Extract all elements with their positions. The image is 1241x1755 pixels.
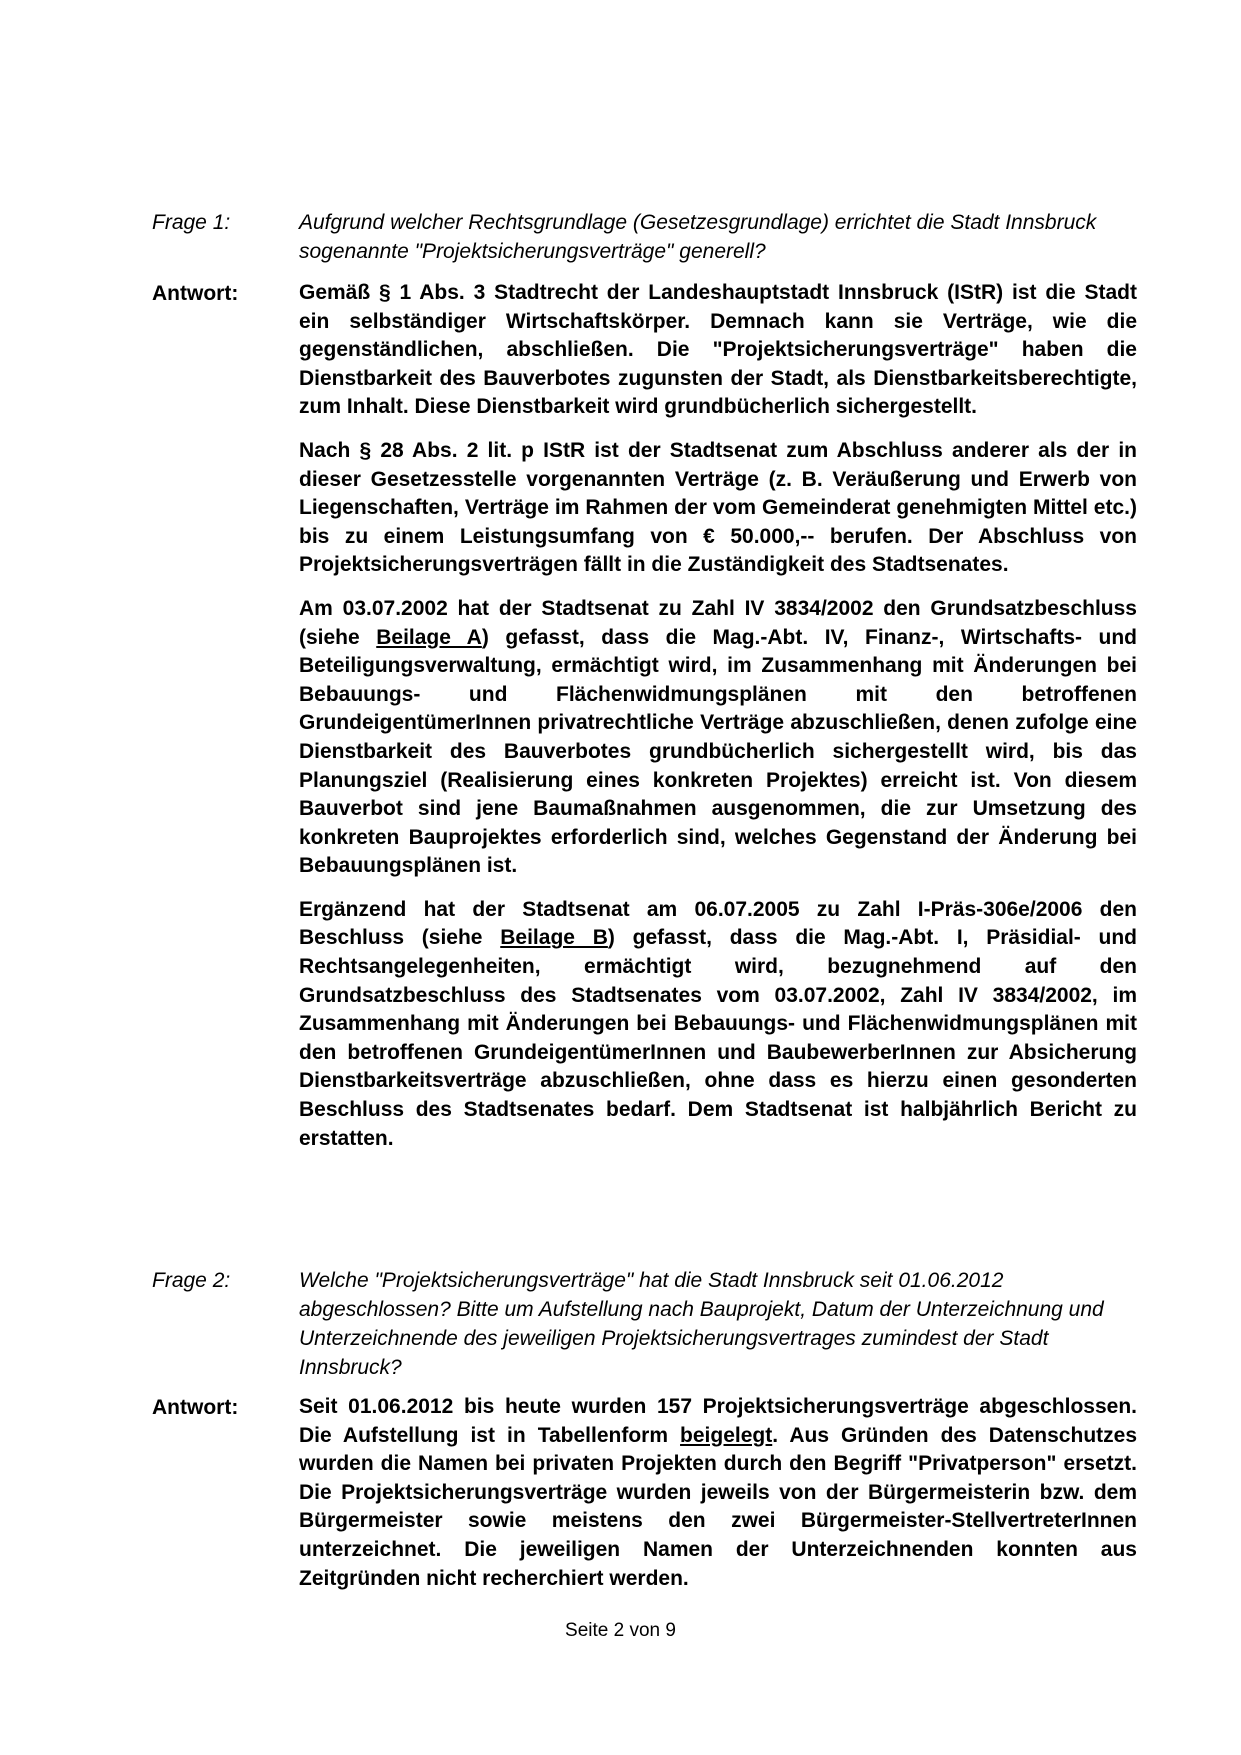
question-2-label: Frage 2: — [152, 1269, 231, 1292]
question-2-text: Welche "Projektsicherungsverträge" hat die Stadt Innsbruck seit 01.06.2012 abgeschlossen? Bitte um Aufstellung nach Bauprojekt, Datum der Unterzeichnung und Unterzeichnende des jeweiligen Projektsicherungsvertrages zumindest der Stadt Innsbruck? — [299, 1269, 1104, 1379]
answer-1-paragraph-4-text-end: ) gefasst, dass die Mag.-Abt. I, Präsidial- und Rechtsangelegenheiten, ermächtigt wird, bezugnehmend auf den Grundsatzbeschluss des Stadtsenates vom 03.07.2002, Zahl IV 3834/2002, im Zusammenhang mit Änderungen bei Bebauungs- und Flächenwidmungsplänen mit den betroffenen GrundeigentümerInnen und BaubewerberInnen zur Absicherung Dienstbarkeitsverträge abzuschließen, ohne dass es hierzu einen gesonderten Beschluss des Stadtsenates bedarf. Dem Stadtsenat ist halbjährlich Bericht zu erstatten. — [299, 926, 1138, 1150]
beigelegt-reference: beigelegt — [680, 1423, 773, 1447]
question-2 — [152, 1266, 1137, 1382]
answer-1-paragraph-3 — [299, 595, 1137, 881]
beilage-b-reference: Beilage B — [500, 926, 608, 950]
answer-2-paragraph-1-text-start: Seit 01.06.2012 bis heute wurden 157 Projektsicherungsverträge abgeschlossen. Die Aufstellung ist in Tabellenform — [299, 1395, 1137, 1447]
answer-2-paragraph-1-text-end: . Aus Gründen des Datenschutzes wurden die Namen bei privaten Projekten durch den Begriff "Privatperson" ersetzt. Die Projektsicherungsverträge wurden jeweils von der Bürgermeisterin bzw. dem Bürgermeister sowie meistens den zwei Bürgermeister-StellvertreterInnen unterzeichnet. Die jeweiligen Namen der Unterzeichnenden konnten aus Zeitgründen nicht recherchiert werden. — [299, 1423, 1137, 1590]
answer-2 — [152, 1393, 1137, 1593]
answer-1-paragraph-2: Nach § 28 Abs. 2 lit. p IStR ist der Stadtsenat zum Abschluss anderer als der in dieser Gesetzesstelle vorgenannten Verträge (z. B. Veräußerung und Erwerb von Liegenschaften, Verträge im Rahmen der vom Gemeinderat genehmigten Mittel etc.) bis zu einem Leistungsumfang von € 50.000,-- berufen. Der Abschluss von Projektsicherungsverträgen fällt in die Zuständigkeit des Stadtsenates. — [299, 438, 1137, 577]
answer-1-paragraph-3-text-start: Am 03.07.2002 hat der Stadtsenat zu Zahl IV 3834/2002 den Grundsatzbeschluss (siehe — [299, 596, 1137, 649]
beilage-a-reference: Beilage A — [376, 625, 482, 649]
question-1 — [152, 208, 1137, 266]
question-1-text: Aufgrund welcher Rechtsgrundlage (Gesetzesgrundlage) errichtet die Stadt Innsbruck sogenannte "Projektsicherungsverträge" generell? — [299, 211, 1097, 263]
answer-2-label: Antwort: — [152, 1396, 239, 1419]
page-number-footer: Seite 2 von 9 — [565, 1620, 676, 1641]
answer-1-paragraph-4 — [299, 896, 1137, 1153]
answer-2-paragraph-1 — [299, 1393, 1137, 1593]
answer-1-paragraph-3-text-end: ) gefasst, dass die Mag.-Abt. IV, Finanz-, Wirtschafts- und Beteiligungsverwaltung, ermächtigt wird, im Zusammenhang mit Änderungen bei Bebauungs- und Flächenwidmungsplänen mit den betroffenen GrundeigentümerInnen privatrechtliche Verträge abzuschließen, denen zufolge eine Dienstbarkeit des Bauverbotes grundbücherlich sichergestellt wird, bis das Planungsziel (Realisierung eines konkreten Projektes) erreicht ist. Von diesem Bauverbot sind jene Baumaßnahmen ausgenommen, die zur Umsetzung des konkreten Bauprojektes erforderlich sind, welches Gegenstand der Änderung bei Bebauungsplänen ist. — [299, 625, 1138, 878]
answer-1-label: Antwort: — [152, 282, 239, 305]
answer-1-paragraph-1: Gemäß § 1 Abs. 3 Stadtrecht der Landeshauptstadt Innsbruck (IStR) ist die Stadt ein selbständiger Wirtschaftskörper. Demnach kann sie Verträge, wie die gegenständlichen, abschließen. Die "Projektsicherungsverträge" haben die Dienstbarkeit des Bauverbotes zugunsten der Stadt, als Dienstbarkeitsberechtigte, zum Inhalt. Diese Dienstbarkeit wird grundbücherlich sichergestellt. — [299, 281, 1137, 419]
answer-1-paragraph-4-text-start: Ergänzend hat der Stadtsenat am 06.07.2005 zu Zahl I-Präs-306e/2006 den Beschluss (siehe — [299, 897, 1137, 950]
answer-1 — [152, 279, 1137, 1153]
question-1-label: Frage 1: — [152, 211, 231, 234]
